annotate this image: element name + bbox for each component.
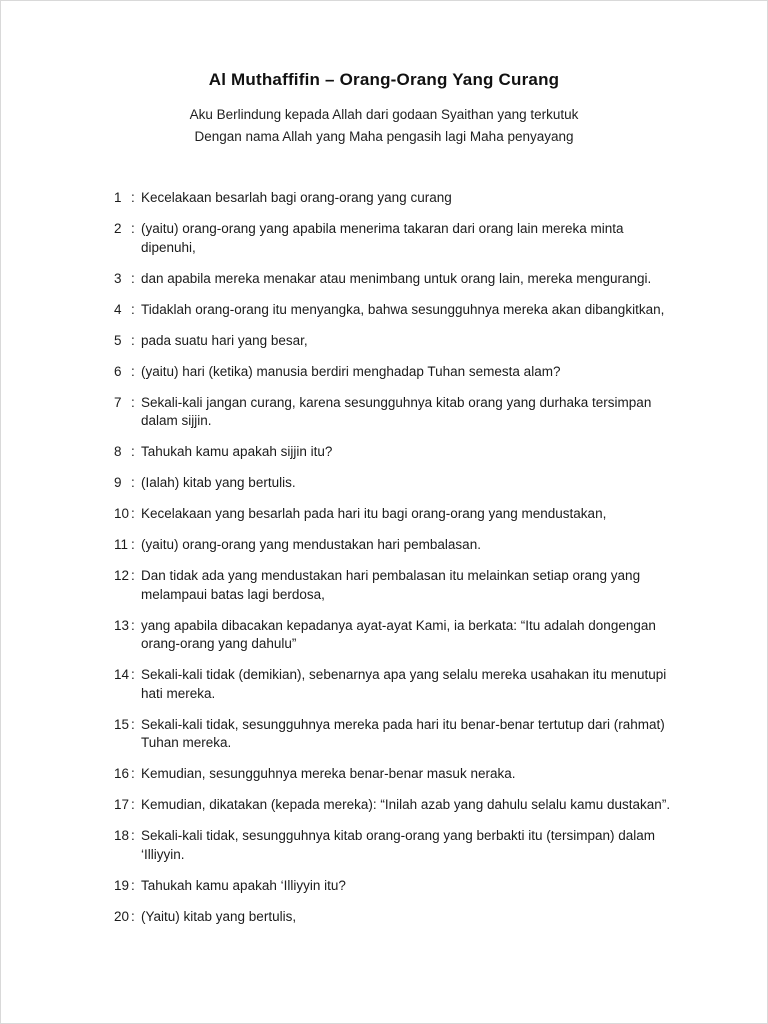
verse-number: 6 [114,363,122,379]
verse-row [114,666,680,703]
verse-text: (Yaitu) kitab yang bertulis, [141,908,297,924]
verse-text: Sekali-kali tidak, sesungguhnya mereka pada hari itu benar-benar tertutup dari (rahmat) Tuhan mereka. [141,716,665,750]
page-title: Al Muthaffifin – Orang-Orang Yang Curang [208,70,560,89]
verse-separator: : [131,617,135,633]
verse-row [114,443,680,462]
verse-number: 9 [114,475,122,490]
verse-text: dan apabila mereka menakar atau menimbang untuk orang lain, mereka mengurangi. [141,270,652,286]
verse-text: Kemudian, sesungguhnya mereka benar-benar masuk neraka. [141,766,516,781]
verse-text: Kemudian, dikatakan (kepada mereka): “Inilah azab yang dahulu selalu kamu dustakan”. [141,797,671,812]
verse-text: (Ialah) kitab yang bertulis. [141,475,296,490]
verse-row [114,536,680,555]
verse-separator: : [131,537,135,552]
verse-row [114,765,680,784]
verse-row [114,332,680,351]
verse-row [114,617,680,654]
verse-text: Tahukah kamu apakah ‘Illiyyin itu? [141,877,346,893]
verse-list [0,148,768,926]
verse-row [114,363,680,382]
subtitle-line-1: Aku Berlindung kepada Allah dari godaan Syaithan yang terkutuk [189,107,579,122]
verse-number: 15 [114,716,130,732]
verse-separator: : [131,766,135,781]
verse-row [114,270,680,289]
verse-text: Sekali-kali tidak, sesungguhnya kitab orang-orang yang berbakti itu (tersimpan) dalam ‘Illiyyin. [141,828,656,862]
verse-row [114,301,680,320]
verse-separator: : [131,506,135,521]
verse-row [114,908,680,927]
verse-number: 13 [114,617,130,633]
verse-number: 18 [114,828,130,843]
verse-text: Tidaklah orang-orang itu menyangka, bahwa sesungguhnya mereka akan dibangkitkan, [141,301,665,317]
verse-separator: : [131,270,135,286]
verse-number: 20 [114,908,130,924]
verse-row [114,505,680,524]
subtitle-line-2: Dengan nama Allah yang Maha pengasih lagi Maha penyayang [194,129,574,144]
verse-number: 1 [114,190,122,205]
verse-row [114,394,680,431]
verse-separator: : [131,332,135,348]
verse-number: 11 [114,537,129,552]
verse-text: yang apabila dibacakan kepadanya ayat-ayat Kami, ia berkata: “Itu adalah dongengan orang-orang yang dahulu” [141,617,656,651]
verse-text: Sekali-kali tidak (demikian), sebenarnya apa yang selalu mereka usahakan itu menutupi hati mereka. [141,667,667,701]
verse-number: 17 [114,797,130,812]
verse-number: 19 [114,877,130,893]
verse-row [114,474,680,493]
verse-separator: : [131,797,135,812]
verse-row [114,796,680,815]
verse-separator: : [131,568,135,583]
verse-separator: : [131,221,135,236]
verse-number: 3 [114,270,122,286]
verse-text: Dan tidak ada yang mendustakan hari pembalasan itu melainkan setiap orang yang melampaui batas lagi berdosa, [141,568,641,602]
verse-separator: : [131,667,135,682]
verse-number: 16 [114,766,130,781]
verse-text: (yaitu) orang-orang yang apabila menerima takaran dari orang lain mereka minta dipenuhi, [141,221,624,255]
verse-separator: : [131,190,135,205]
verse-separator: : [131,363,135,379]
verse-row [114,189,680,208]
verse-text: Sekali-kali jangan curang, karena sesungguhnya kitab orang yang durhaka tersimpan dalam sijjin. [141,394,652,428]
verse-number: 7 [114,394,122,410]
verse-number: 10 [114,506,130,521]
verse-separator: : [131,394,135,410]
verse-number: 2 [114,221,122,236]
verse-number: 4 [114,301,122,317]
verse-separator: : [131,716,135,732]
verse-separator: : [131,877,135,893]
verse-separator: : [131,908,135,924]
verse-number: 12 [114,568,130,583]
verse-row [114,877,680,896]
verse-number: 5 [114,332,122,348]
verse-number: 14 [114,667,130,682]
verse-text: (yaitu) orang-orang yang mendustakan hari pembalasan. [141,537,481,552]
verse-separator: : [131,475,135,490]
verse-row [114,827,680,864]
document-header [0,0,768,148]
verse-separator: : [131,828,135,843]
verse-text: Tahukah kamu apakah sijjin itu? [141,444,333,459]
verse-row [114,567,680,604]
verse-text: Kecelakaan yang besarlah pada hari itu bagi orang-orang yang mendustakan, [141,506,607,521]
verse-separator: : [131,301,135,317]
verse-number: 8 [114,444,122,459]
verse-row [114,220,680,257]
verse-text: pada suatu hari yang besar, [141,332,308,348]
verse-row [114,716,680,753]
verse-text: Kecelakaan besarlah bagi orang-orang yang curang [141,190,452,205]
verse-separator: : [131,444,135,459]
verse-text: (yaitu) hari (ketika) manusia berdiri menghadap Tuhan semesta alam? [141,363,561,379]
